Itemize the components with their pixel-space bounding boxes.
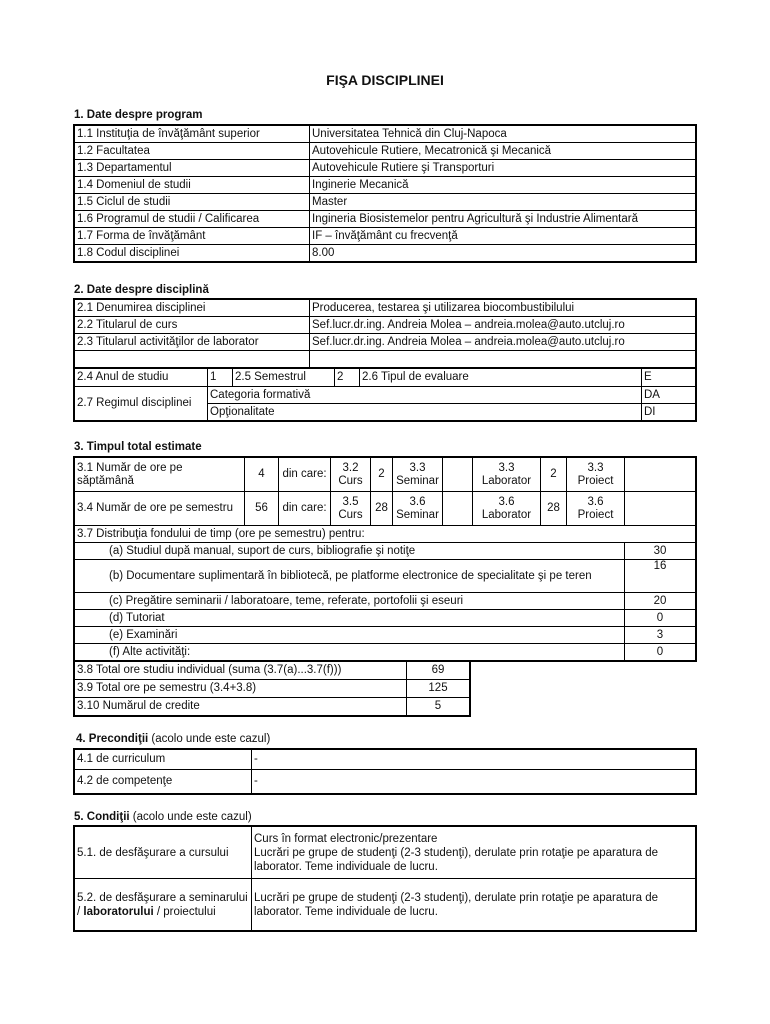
project-value (625, 492, 696, 526)
distribution-value: 0 (625, 610, 696, 627)
semester-label: 2.5 Semestrul (233, 369, 335, 387)
program-label: 1.3 Departamentul (75, 160, 310, 177)
program-table (74, 125, 696, 262)
program-value: Inginerie Mecanică (310, 177, 696, 194)
evaluation-label: 2.6 Tipul de evaluare (360, 369, 642, 387)
total-label: 3.10 Numărul de credite (75, 698, 407, 716)
distribution-item: (f) Alte activităţi: (75, 644, 625, 661)
program-value: Master (310, 194, 696, 211)
program-value: Autovehicule Rutiere, Mecatronică şi Mecanică (310, 143, 696, 160)
distribution-item: (d) Tutoriat (75, 610, 625, 627)
lab-conditions-label: 5.2. de desfăşurare a seminarului / laboratorului / proiectului (75, 879, 252, 931)
lab-value: 28 (541, 492, 567, 526)
discipline-value: Sef.lucr.dr.ing. Andreia Molea – andreia.molea@auto.utcluj.ro (310, 317, 696, 334)
program-value: Universitatea Tehnică din Cluj-Napoca (310, 126, 696, 143)
total-label: 3.9 Total ore pe semestru (3.4+3.8) (75, 680, 407, 698)
total-value: 125 (407, 680, 470, 698)
optionality-value: DI (642, 404, 696, 421)
discipline-value: Sef.lucr.dr.ing. Andreia Molea – andreia.molea@auto.utcluj.ro (310, 334, 696, 351)
program-label: 1.4 Domeniul de studii (75, 177, 310, 194)
distribution-value: 0 (625, 644, 696, 661)
optionality-label: Opţionalitate (208, 404, 642, 421)
evaluation-value: E (642, 369, 696, 387)
precondition-value: - (252, 770, 696, 794)
precondition-value: - (252, 750, 696, 770)
total-label: 3.8 Total ore studiu individual (suma (3.7(a)...3.7(f))) (75, 662, 407, 680)
lab-conditions-value: Lucrări pe grupe de studenţi (2-3 studenţi), derulate prin rotaţie pe aparatura de laborator. Teme individuale de lucru. (252, 879, 696, 931)
course-lab-text: Lucrări pe grupe de studenţi (2-3 studenţi), derulate prin rotaţie pe aparatura de laborator. Teme individuale de lucru. (254, 846, 659, 873)
course-label: 3.5 Curs (331, 492, 371, 526)
weekly-hours-total: 4 (245, 458, 279, 492)
seminar-value (443, 458, 473, 492)
program-label: 1.6 Programul de studii / Calificarea (75, 211, 310, 228)
project-label: 3.3 Proiect (567, 458, 625, 492)
lab-label: 3.3 Laborator (473, 458, 541, 492)
project-label: 3.6 Proiect (567, 492, 625, 526)
preconditions-table (74, 749, 696, 794)
section-4-heading: 4. Precondiţii (acolo unde este cazul) (76, 733, 271, 745)
precondition-label: 4.2 de competenţe (75, 770, 252, 794)
program-value: Autovehicule Rutiere şi Transporturi (310, 160, 696, 177)
time-table (74, 457, 696, 661)
conditions-table (74, 826, 696, 931)
program-label: 1.5 Ciclul de studii (75, 194, 310, 211)
weekly-hours-label: 3.1 Număr de ore pe săptămână (75, 458, 245, 492)
distribution-item: (b) Documentare suplimentară în bibliotecă, pe platforme electronice de specialitate şi pe teren (75, 560, 625, 593)
course-label: 3.2 Curs (331, 458, 371, 492)
section-5-heading: 5. Condiţii (acolo unde este cazul) (74, 811, 252, 823)
section-1-heading: 1. Date despre program (74, 109, 203, 121)
precondition-label: 4.1 de curriculum (75, 750, 252, 770)
distribution-item: (a) Studiul după manual, suport de curs, bibliografie şi notiţe (75, 543, 625, 560)
program-value: 8.00 (310, 245, 696, 262)
section-2-heading: 2. Date despre disciplină (74, 284, 209, 296)
program-label: 1.2 Facultatea (75, 143, 310, 160)
program-label: 1.1 Instituţia de învăţământ superior (75, 126, 310, 143)
discipline-label: 2.1 Denumirea disciplinei (75, 300, 310, 317)
regime-label: 2.7 Regimul disciplinei (75, 387, 208, 421)
seminar-label: 3.3 Seminar (393, 458, 443, 492)
discipline-label: 2.2 Titularul de curs (75, 317, 310, 334)
distribution-label: 3.7 Distribuţia fondului de timp (ore pe semestru) pentru: (75, 526, 696, 543)
course-format-text: Curs în format electronic/prezentare (254, 832, 438, 845)
distribution-value: 20 (625, 593, 696, 610)
distribution-item: (c) Pregătire seminarii / laboratoare, teme, referate, portofolii şi eseuri (75, 593, 625, 610)
distribution-value: 3 (625, 627, 696, 644)
section-3-heading: 3. Timpul total estimate (74, 441, 202, 453)
seminar-value (443, 492, 473, 526)
discipline-value: Producerea, testarea şi utilizarea biocombustibilului (310, 300, 696, 317)
semester-hours-total: 56 (245, 492, 279, 526)
din-care: din care: (279, 492, 331, 526)
total-value: 69 (407, 662, 470, 680)
category-value: DA (642, 387, 696, 404)
discipline-table (74, 299, 696, 368)
discipline-label: 2.3 Titularul activităţilor de laborator (75, 334, 310, 351)
course-value: 2 (371, 458, 393, 492)
course-conditions-label: 5.1. de desfăşurare a cursului (75, 827, 252, 879)
project-value (625, 458, 696, 492)
program-value: IF – învăţământ cu frecvenţă (310, 228, 696, 245)
lab-label: 3.6 Laborator (473, 492, 541, 526)
regime-table (74, 368, 696, 421)
program-label: 1.8 Codul disciplinei (75, 245, 310, 262)
seminar-label: 3.6 Seminar (393, 492, 443, 526)
empty-cell (75, 351, 310, 368)
semester-value: 2 (335, 369, 360, 387)
year-value: 1 (208, 369, 233, 387)
course-conditions-value (252, 827, 696, 879)
distribution-value: 16 (625, 560, 696, 593)
total-value: 5 (407, 698, 470, 716)
empty-cell (310, 351, 696, 368)
year-label: 2.4 Anul de studiu (75, 369, 208, 387)
course-value: 28 (371, 492, 393, 526)
totals-table (74, 661, 470, 716)
page-title: FIŞA DISCIPLINEI (326, 72, 444, 88)
program-value: Ingineria Biosistemelor pentru Agricultură şi Industrie Alimentară (310, 211, 696, 228)
distribution-item: (e) Examinări (75, 627, 625, 644)
semester-hours-label: 3.4 Număr de ore pe semestru (75, 492, 245, 526)
din-care: din care: (279, 458, 331, 492)
distribution-value: 30 (625, 543, 696, 560)
lab-value: 2 (541, 458, 567, 492)
program-label: 1.7 Forma de învăţământ (75, 228, 310, 245)
category-label: Categoria formativă (208, 387, 642, 404)
